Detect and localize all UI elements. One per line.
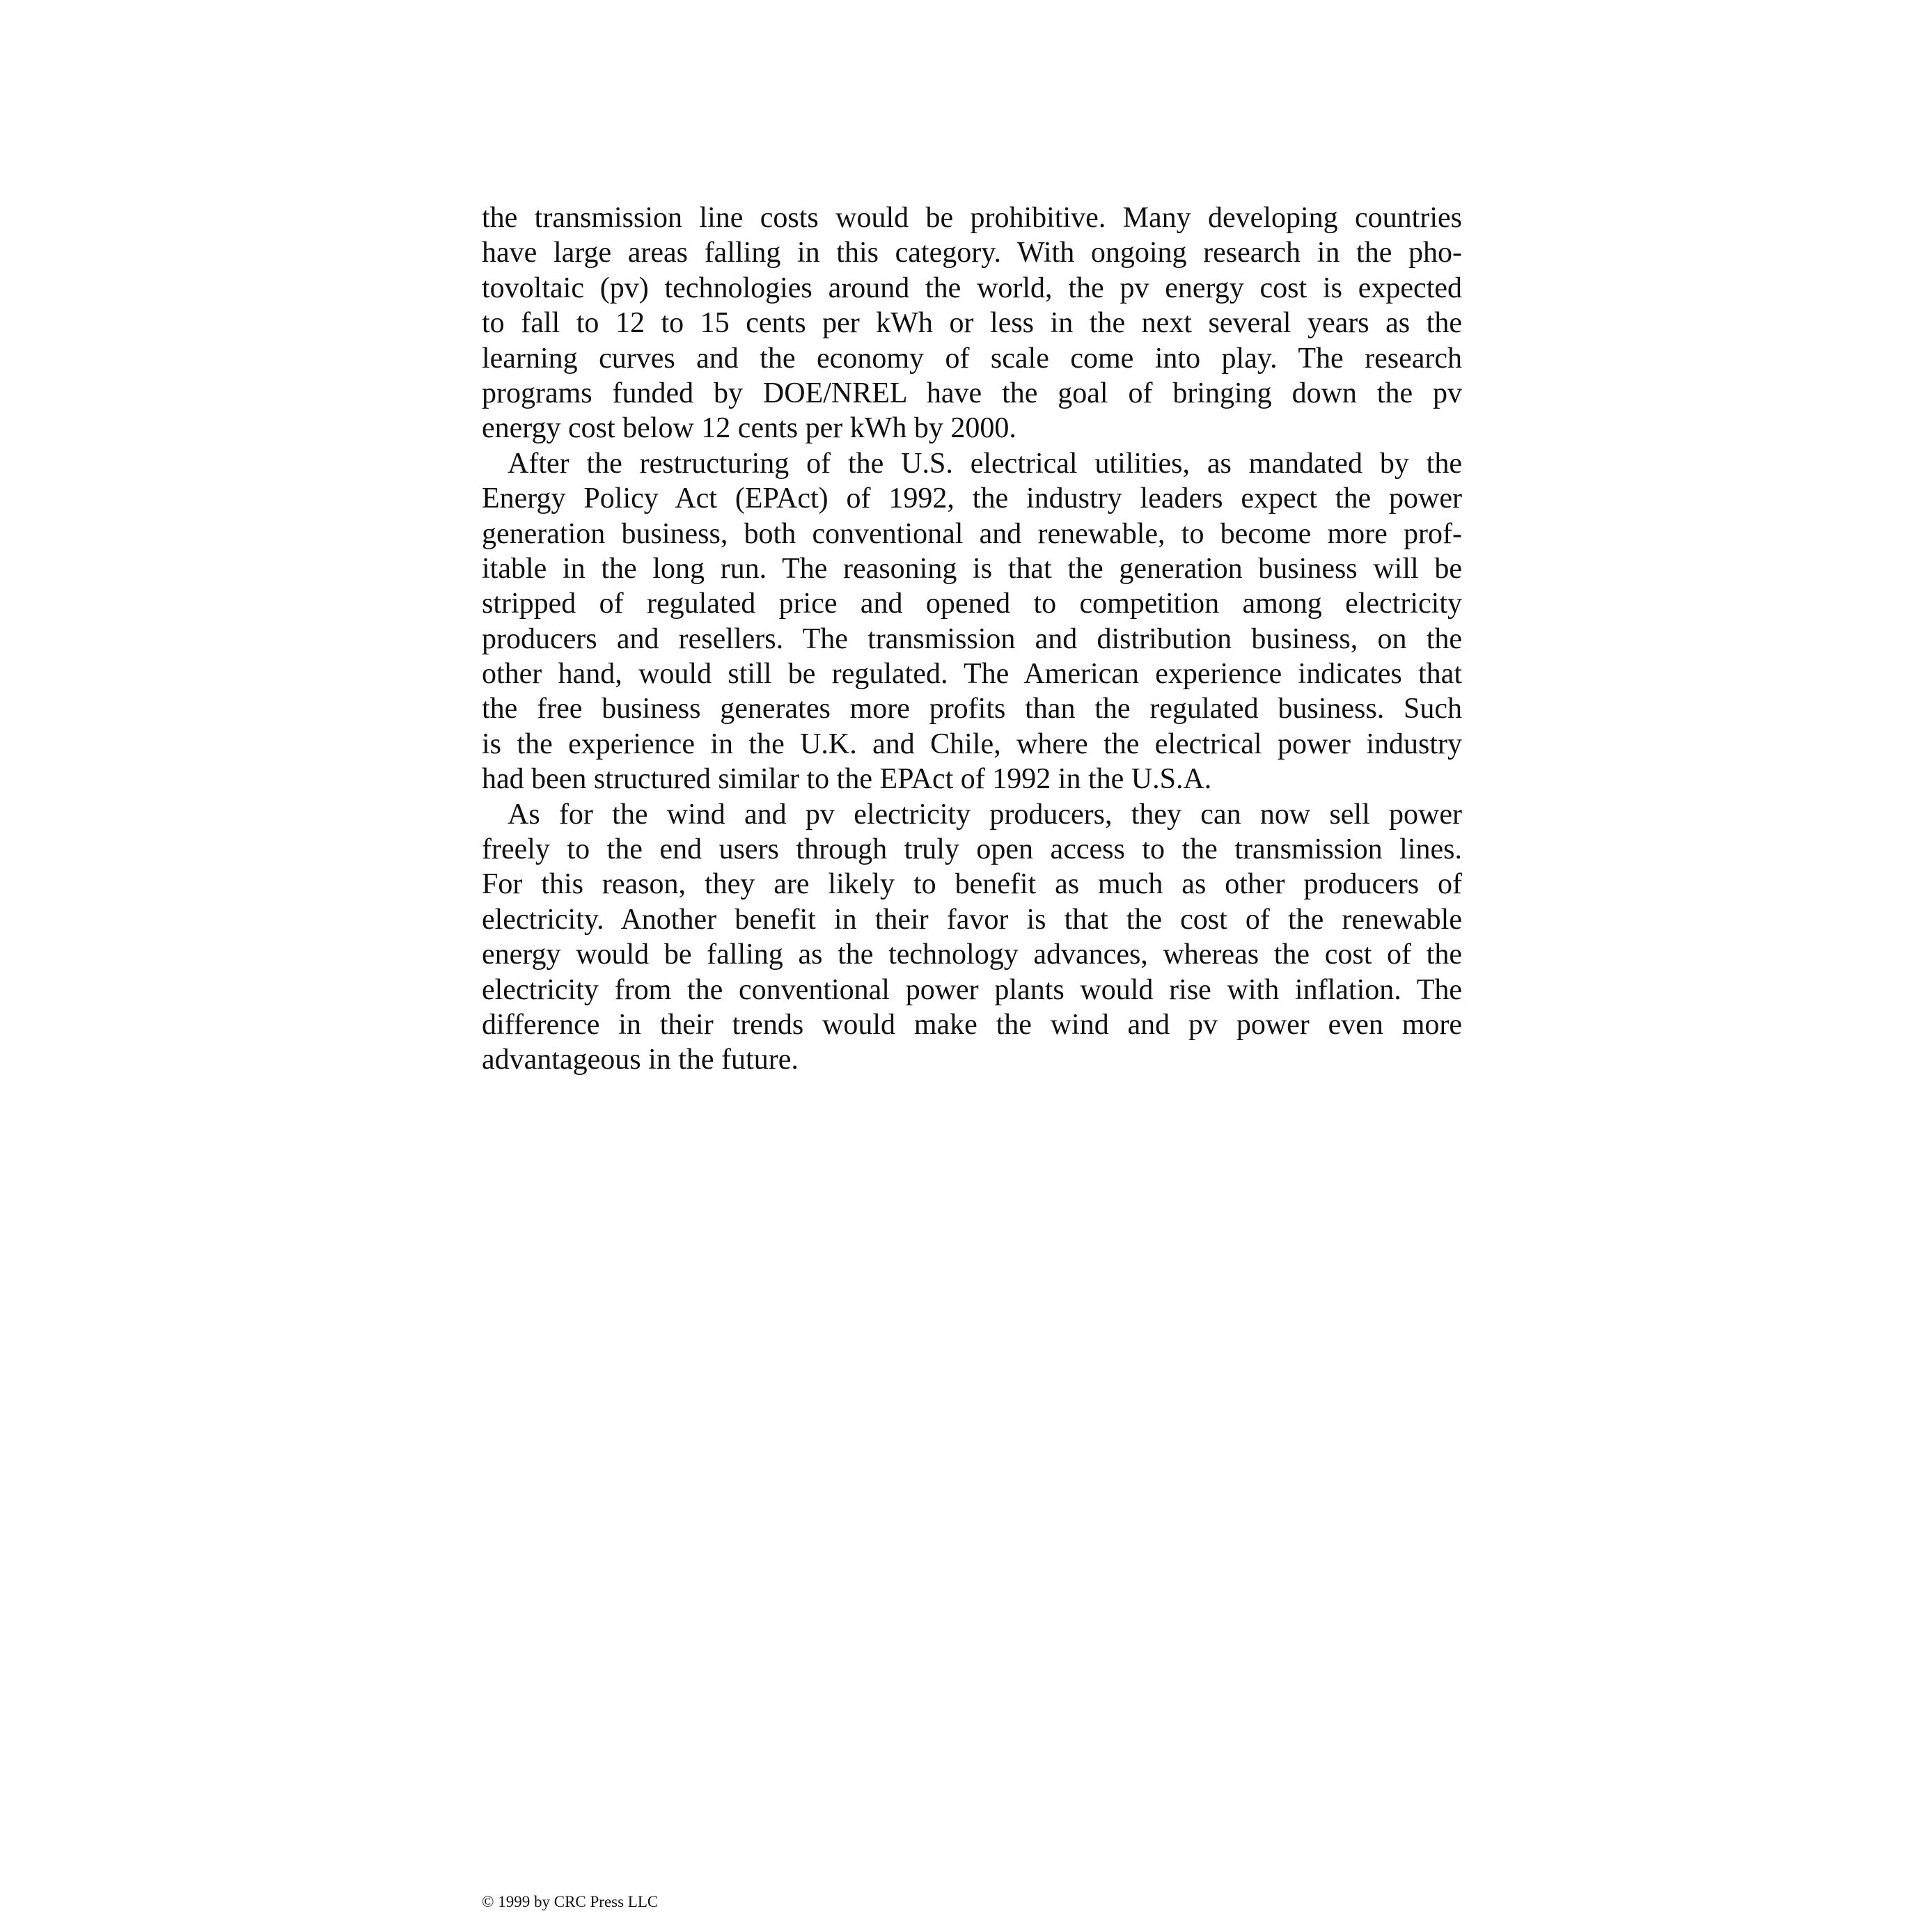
text-line: generation business, both conventional and renewable, to become more prof- <box>482 517 1462 550</box>
text-line: As for the wind and pv electricity producers, they can now sell power <box>508 798 1462 831</box>
text-line: freely to the end users through truly open access to the transmission lines. <box>482 833 1462 866</box>
text-line: Energy Policy Act (EPAct) of 1992, the industry leaders expect the power <box>482 482 1462 515</box>
text-line: producers and resellers. The transmission and distribution business, on the <box>482 622 1462 655</box>
body-text <box>482 201 1462 1078</box>
text-line: electricity from the conventional power plants would rise with inflation. The <box>482 973 1462 1006</box>
text-line: For this reason, they are likely to benefit as much as other producers of <box>482 868 1462 901</box>
text-line: energy cost below 12 cents per kWh by 2000. <box>482 412 1016 445</box>
text-line: After the restructuring of the U.S. electrical utilities, as mandated by the <box>508 447 1462 480</box>
text-line: the transmission line costs would be prohibitive. Many developing countries <box>482 202 1462 234</box>
text-line: difference in their trends would make the wind and pv power even more <box>482 1008 1462 1041</box>
text-line: have large areas falling in this category. With ongoing research in the pho- <box>482 237 1462 269</box>
text-line: programs funded by DOE/NREL have the goal of bringing down the pv <box>482 377 1462 409</box>
text-line: advantageous in the future. <box>482 1044 799 1076</box>
text-line: energy would be falling as the technology advances, whereas the cost of the <box>482 938 1462 971</box>
text-line: had been structured similar to the EPAct of 1992 in the U.S.A. <box>482 763 1212 796</box>
text-line: stripped of regulated price and opened to competition among electricity <box>482 588 1462 620</box>
text-line: to fall to 12 to 15 cents per kWh or less in the next several years as the <box>482 307 1462 340</box>
text-line: itable in the long run. The reasoning is that the generation business will be <box>482 552 1462 585</box>
text-line: electricity. Another benefit in their favor is that the cost of the renewable <box>482 903 1462 936</box>
text-line: tovoltaic (pv) technologies around the world, the pv energy cost is expected <box>482 272 1462 304</box>
text-line: other hand, would still be regulated. The American experience indicates that <box>482 658 1462 691</box>
paragraph-1 <box>482 201 1462 446</box>
paragraph-2 <box>482 446 1462 797</box>
text-line: the free business generates more profits than the regulated business. Such <box>482 693 1462 725</box>
text-line: is the experience in the U.K. and Chile, where the electrical power industry <box>482 728 1462 760</box>
copyright-footer: © 1999 by CRC Press LLC <box>482 1893 659 1910</box>
text-line: learning curves and the economy of scale come into play. The research <box>482 342 1462 375</box>
paragraph-3 <box>482 797 1462 1078</box>
